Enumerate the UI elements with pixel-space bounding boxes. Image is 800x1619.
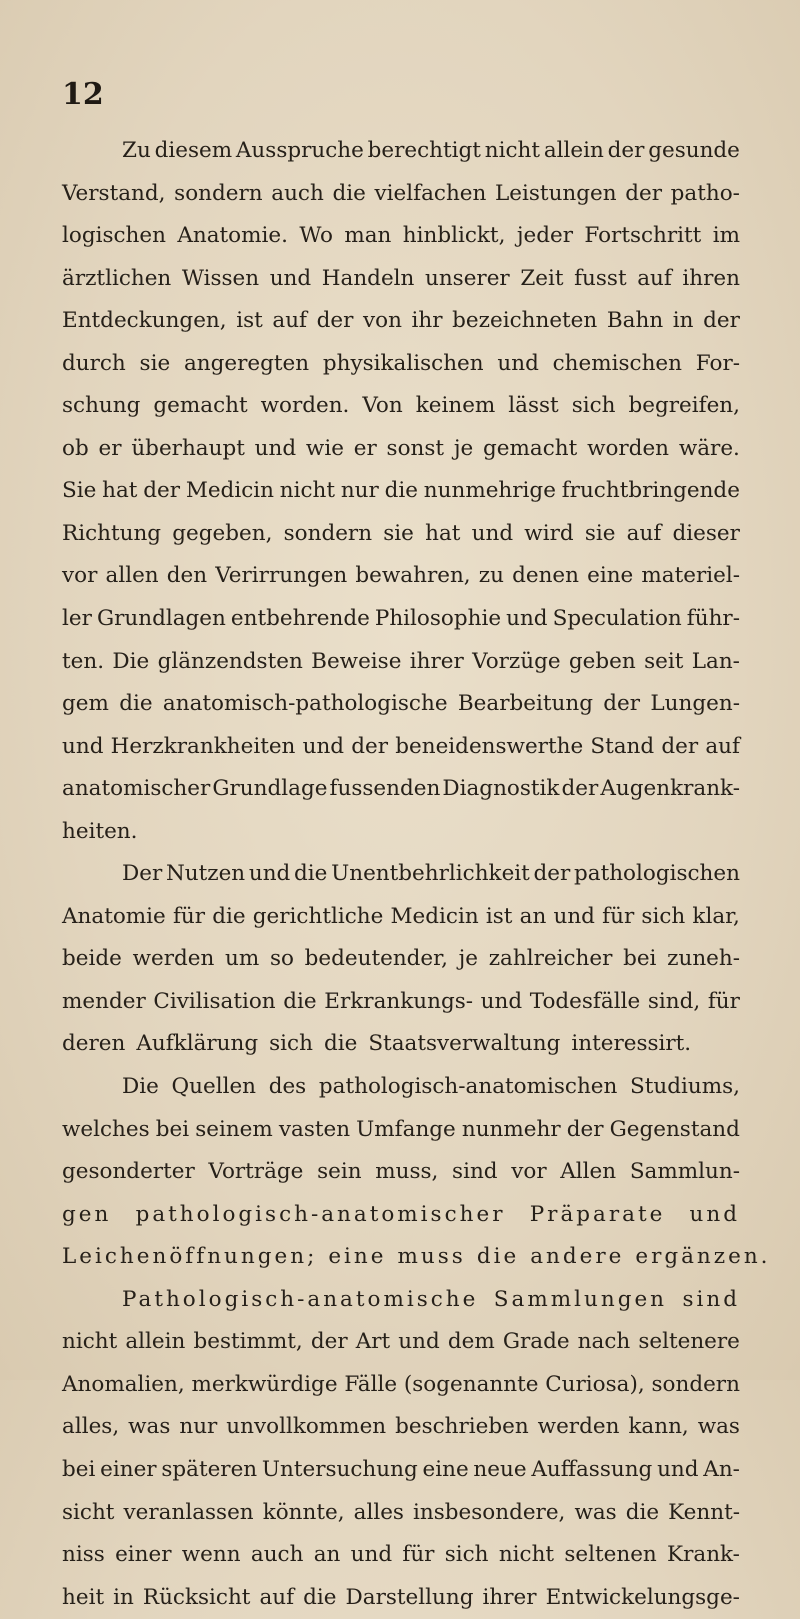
text-line: Die Quellen des pathologisch-anatomischen Studiums, (122, 1074, 740, 1100)
text-line: schung gemacht worden. Von keinem lässt sich begreifen, (62, 393, 740, 419)
text-line: Sie hat der Medicin nicht nur die nunmehrige fruchtbringende (62, 478, 740, 504)
text-line: ob er überhaupt und wie er sonst je gemacht worden wäre. (62, 435, 740, 461)
text-line: Anatomie für die gerichtliche Medicin ist an und für sich klar, (62, 903, 740, 929)
text-line: Anomalien, merkwürdige Fälle (sogenannte Curiosa), sondern (62, 1371, 740, 1397)
body-text (62, 130, 771, 1619)
text-line: ler Grundlagen entbehrende Philosophie und Speculation führ- (62, 606, 740, 632)
text-line: ten. Die glänzendsten Beweise ihrer Vorzüge geben seit Lan- (62, 648, 740, 674)
text-line: durch sie angeregten physikalischen und chemischen For- (62, 350, 740, 376)
text-line: heit in Rücksicht auf die Darstellung ihrer Entwickelungsge- (62, 1584, 740, 1610)
text-line: Zu diesem Ausspruche berechtigt nicht allein der gesunde (122, 138, 740, 163)
text-line: deren Aufklärung sich die Staatsverwaltung interessirt. (62, 1031, 692, 1057)
text-line: Richtung gegeben, sondern sie hat und wird sie auf dieser (62, 520, 740, 546)
page-number: 12 (62, 77, 104, 112)
text-line: nicht allein bestimmt, der Art und dem Grade nach seltenere (62, 1329, 740, 1355)
text-line: Leichenöffnungen; eine muss die andere ergänzen. (62, 1244, 771, 1270)
text-line: ärztlichen Wissen und Handeln unserer Zeit fusst auf ihren (62, 265, 740, 291)
text-line: logischen Anatomie. Wo man hinblickt, jeder Fortschritt im (62, 223, 740, 249)
text-line: Verstand, sondern auch die vielfachen Leistungen der patho- (62, 180, 740, 206)
text-line: sicht veranlassen könnte, alles insbesondere, was die Kennt- (62, 1499, 740, 1525)
text-line: gesonderter Vorträge sein muss, sind vor Allen Sammlun- (62, 1159, 740, 1185)
text-line: vor allen den Verirrungen bewahren, zu denen eine materiel- (62, 563, 740, 589)
text-line: bei einer späteren Untersuchung eine neue Auffassung und An- (62, 1456, 740, 1482)
text-line: Der Nutzen und die Unentbehrlichkeit der pathologischen (122, 861, 740, 887)
text-line: und Herzkrankheiten und der beneidenswerthe Stand der auf (62, 733, 740, 759)
text-line: mender Civilisation die Erkrankungs- und Todesfälle sind, für (62, 988, 740, 1014)
text-line: anatomischer Grundlage fussenden Diagnostik der Augenkrank- (62, 776, 740, 802)
text-line: welches bei seinem vasten Umfange nunmehr der Gegenstand (62, 1116, 740, 1142)
text-line: Entdeckungen, ist auf der von ihr bezeichneten Bahn in der (62, 308, 740, 334)
text-line: niss einer wenn auch an und für sich nicht seltenen Krank- (62, 1542, 740, 1568)
text-line: beide werden um so bedeutender, je zahlreicher bei zuneh- (62, 946, 740, 972)
text-line: heiten. (62, 818, 138, 844)
text-line: alles, was nur unvollkommen beschrieben werden kann, was (62, 1414, 740, 1440)
text-line: gem die anatomisch-pathologische Bearbeitung der Lungen- (62, 691, 740, 717)
text-line: gen pathologisch-anatomischer Präparate und (62, 1201, 740, 1227)
text-line: Pathologisch-anatomische Sammlungen sind (122, 1286, 740, 1312)
